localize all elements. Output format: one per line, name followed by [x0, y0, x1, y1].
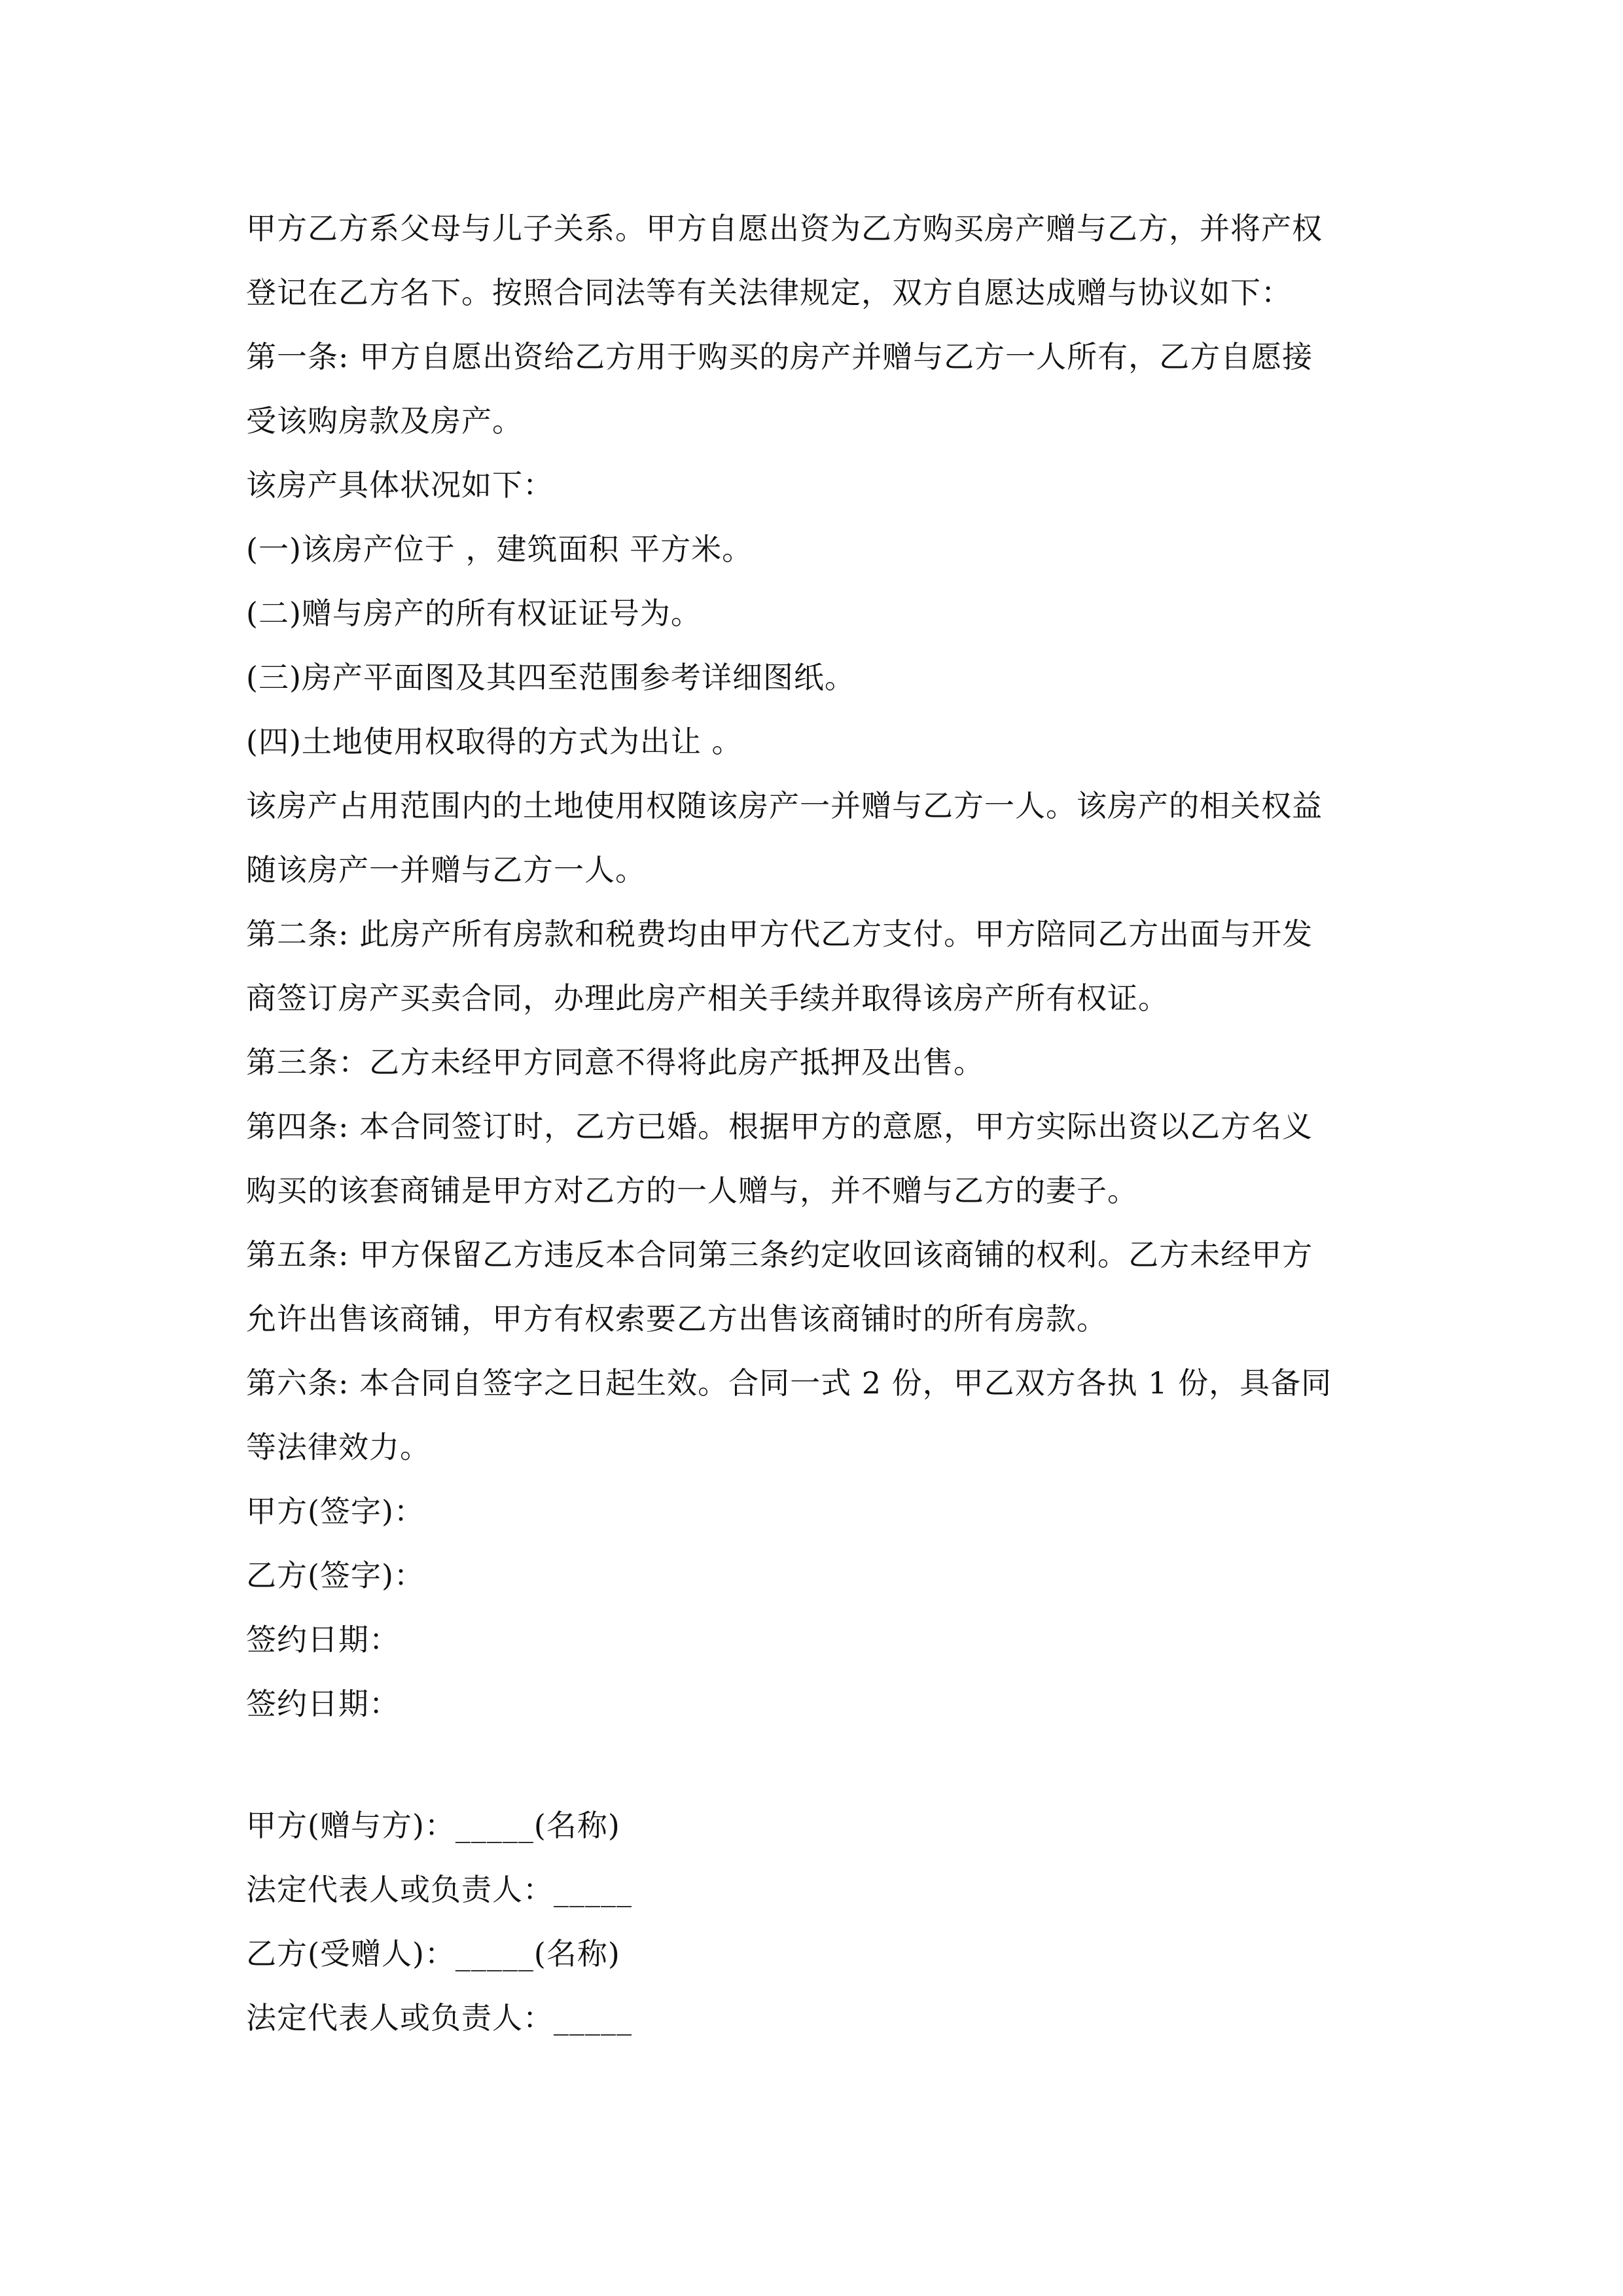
article-5-line: 允许出售该商铺，甲方有权索要乙方出售该商铺时的所有房款。	[246, 1301, 1107, 1336]
property-item-2: (二)赠与房产的所有权证证号为。	[246, 596, 702, 631]
property-item-3: (三)房产平面图及其四至范围参考详细图纸。	[246, 660, 855, 695]
donee-representative-line: 法定代表人或负责人：_____	[246, 2000, 632, 2036]
party-a-signature: 甲方(签字)：	[246, 1494, 425, 1529]
donor-representative-line: 法定代表人或负责人：_____	[246, 1872, 632, 1907]
party-info-block	[246, 1793, 1385, 2050]
property-item-1: (一)该房产位于 ，建筑面积 平方米。	[246, 531, 753, 567]
signing-date: 签约日期：	[246, 1622, 400, 1657]
article-6-line: 第六条: 本合同自签字之日起生效。合同一式 2 份，甲乙双方各执 1 份，具备同	[246, 1365, 1332, 1401]
article-1-line: 受该购房款及房产。	[246, 403, 523, 439]
article-6-line: 等法律效力。	[246, 1429, 431, 1465]
body-line: 该房产占用范围内的土地使用权随该房产一并赠与乙方一人。该房产的相关权益	[246, 788, 1323, 823]
article-2-line: 商签订房产买卖合同，办理此房产相关手续并取得该房产所有权证。	[246, 980, 1169, 1016]
body-line: 甲方乙方系父母与儿子关系。甲方自愿出资为乙方购买房产赠与乙方，并将产权	[246, 211, 1323, 246]
signing-date: 签约日期：	[246, 1686, 400, 1721]
property-item-4: (四)土地使用权取得的方式为出让 。	[246, 724, 743, 759]
contract-body	[246, 196, 1385, 1736]
body-line: 登记在乙方名下。按照合同法等有关法律规定，双方自愿达成赠与协议如下：	[246, 275, 1292, 310]
article-3-line: 第三条：乙方未经甲方同意不得将此房产抵押及出售。	[246, 1045, 984, 1080]
article-5-line: 第五条: 甲方保留乙方违反本合同第三条约定收回该商铺的权利。乙方未经甲方	[246, 1237, 1313, 1272]
article-4-line: 购买的该套商铺是甲方对乙方的一人赠与，并不赠与乙方的妻子。	[246, 1173, 1138, 1208]
property-heading: 该房产具体状况如下：	[246, 467, 554, 503]
article-4-line: 第四条: 本合同签订时，乙方已婚。根据甲方的意愿，甲方实际出资以乙方名义	[246, 1109, 1313, 1144]
party-b-signature: 乙方(签字)：	[246, 1558, 425, 1593]
donee-name-line: 乙方(受赠人)：_____(名称)	[246, 1936, 620, 1971]
article-2-line: 第二条: 此房产所有房款和税费均由甲方代乙方支付。甲方陪同乙方出面与开发	[246, 916, 1313, 952]
article-1-line: 第一条: 甲方自愿出资给乙方用于购买的房产并赠与乙方一人所有，乙方自愿接	[246, 339, 1313, 374]
body-line: 随该房产一并赠与乙方一人。	[246, 852, 646, 888]
donor-name-line: 甲方(赠与方)：_____(名称)	[246, 1808, 620, 1843]
